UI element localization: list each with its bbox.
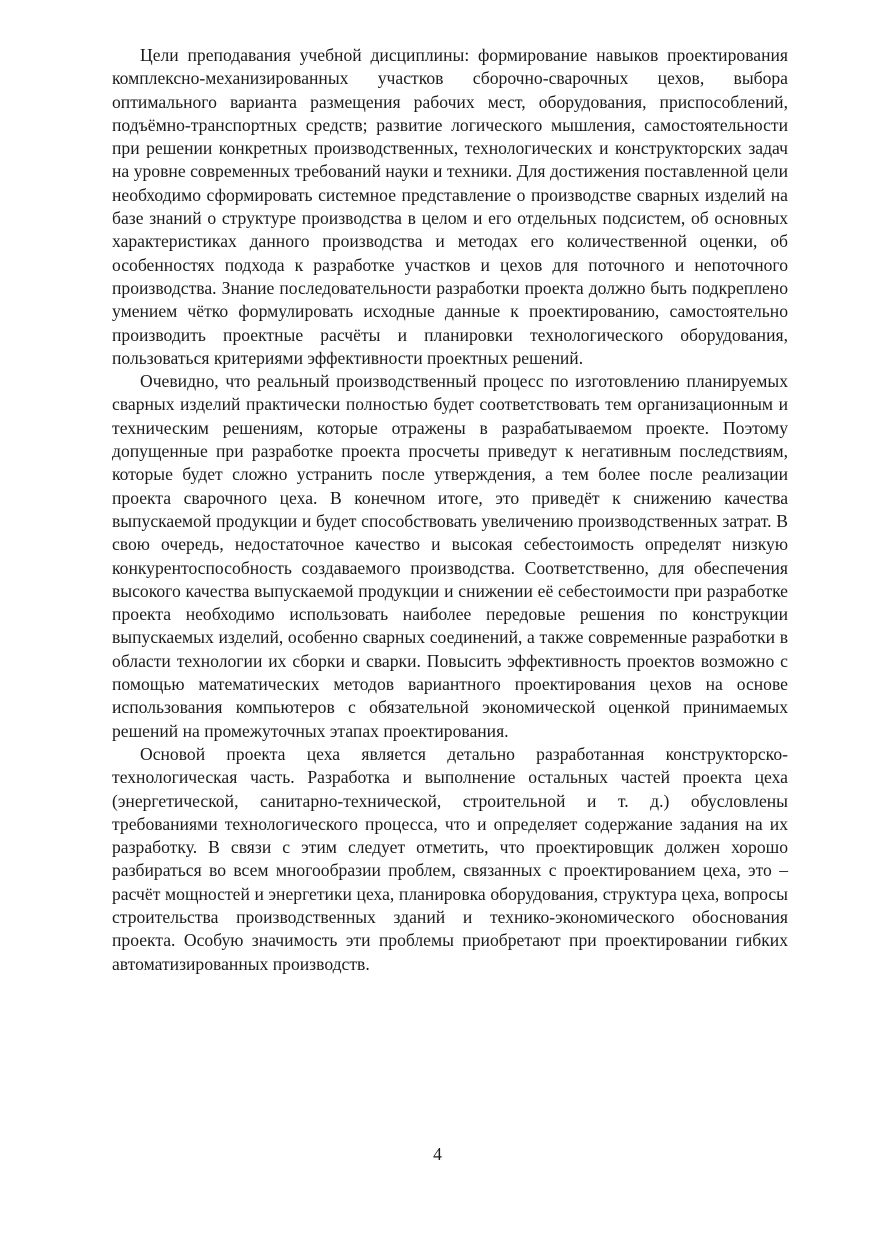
paragraph-teaching-goals: Цели преподавания учебной дисциплины: формирование навыков проектирования комплексно-механизированных участков сборочно-сварочных цехов, выбора оптимального варианта размещения рабочих мест, оборудования, приспособлений, подъёмно-транспортных средств; развитие логического мышления, самостоятельности при решении конкретных производственных, технологических и конструкторских задач на уровне современных требований науки и техники. Для достижения поставленной цели необходимо сформировать системное представление о производстве сварных изделий на базе знаний о структуре производства в целом и его отдельных подсистем, об основных характеристиках данного производства и методах его количественной оценки, об особенностях подхода к разработке участков и цехов для поточного и непоточного производства. Знание последовательности разработки проекта должно быть подкреплено умением чётко формулировать исходные данные к проектированию, самостоятельно производить проектные расчёты и планировки технологического оборудования, пользоваться критериями эффективности проектных решений. bbox=[112, 45, 788, 368]
document-body bbox=[112, 44, 788, 976]
paragraph-workshop-project-basis: Основой проекта цеха является детально разработанная конструкторско-технологическая часть. Разработка и выполнение остальных частей проекта цеха (энергетической, санитарно-технической, строительной и т. д.) обусловлены требованиями технологического процесса, что и определяет содержание задания на их разработку. В связи с этим следует отметить, что проектировщик должен хорошо разбираться во всем многообразии проблем, связанных с проектированием цеха, это – расчёт мощностей и энергетики цеха, планировка оборудования, структура цеха, вопросы строительства производственных зданий и технико-экономического обоснования проекта. Особую значимость эти проблемы приобретают при проектировании гибких автоматизированных производств. bbox=[112, 743, 788, 974]
page-number: 4 bbox=[433, 1144, 442, 1164]
paragraph-production-process: Очевидно, что реальный производственный процесс по изготовлению планируемых сварных изделий практически полностью будет соответствовать тем организационным и техническим решениям, которые отражены в разрабатываемом проекте. Поэтому допущенные при разработке проекта просчеты приведут к негативным последствиям, которые будет сложно устранить после утверждения, а тем более после реализации проекта сварочного цеха. В конечном итоге, это приведёт к снижению качества выпускаемой продукции и будет способствовать увеличению производственных затрат. В свою очередь, недостаточное качество и высокая себестоимость определят низкую конкурентоспособность создаваемого производства. Соответственно, для обеспечения высокого качества выпускаемой продукции и снижении её себестоимости при разработке проекта необходимо использовать наиболее передовые решения по конструкции выпускаемых изделий, особенно сварных соединений, а также современные разработки в области технологии их сборки и сварки. Повысить эффективность проектов возможно с помощью математических методов вариантного проектирования цехов на основе использования компьютеров с обязательной экономической оценкой принимаемых решений на промежуточных этапах проектирования. bbox=[112, 371, 788, 741]
